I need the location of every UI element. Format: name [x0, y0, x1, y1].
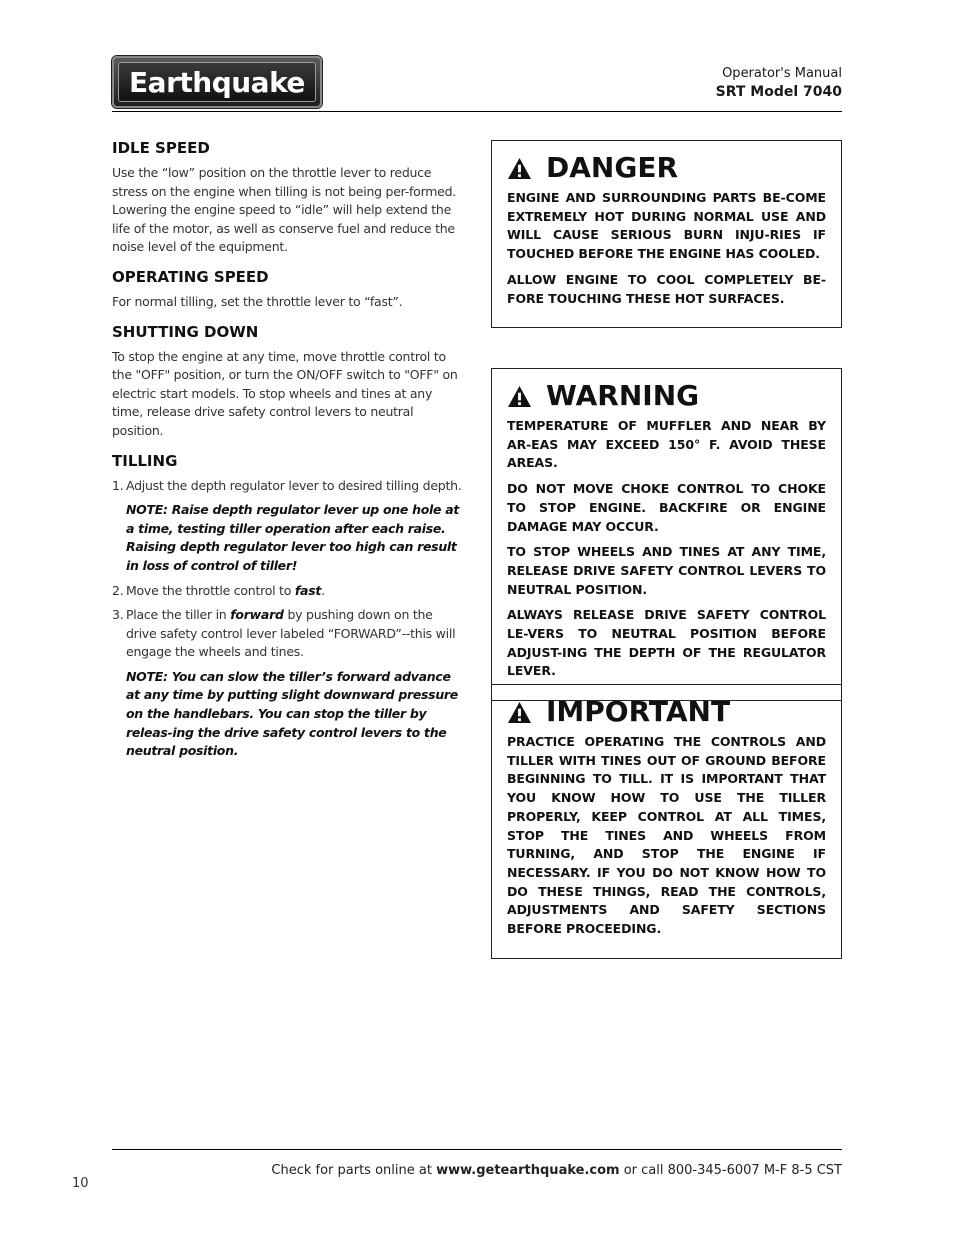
important-paragraph: PRACTICE OPERATING THE CONTROLS AND TILLER WITH TINES OUT OF GROUND BEFORE BEGINNING TO TILL. IT IS IMPORTANT THAT YOU KNOW HOW TO USE THE TILLER PROPERLY, KEEP CONTROL AT ALL TIMES, STOP THE TINES AND WHEELS FROM TURNING, AND STOP THE ENGINE IF NECESSARY. IF YOU DO NOT KNOW HOW TO DO THESE THINGS, READ THE CONTROLS, ADJUSTMENTS AND SAFETY SECTIONS BEFORE PROCEEDING. — [507, 734, 826, 937]
warning-triangle-icon — [507, 701, 532, 724]
website-link[interactable]: www.getearthquake.com — [436, 1163, 620, 1178]
header-rule — [112, 111, 842, 112]
footer-rule — [112, 1149, 842, 1150]
warning-triangle-icon — [507, 385, 532, 408]
important-box — [491, 684, 842, 959]
step-text-post: by pushing down on the drive safety control lever labeled “FORWARD”--this will engage the wheels and tines. — [126, 607, 456, 660]
idle-speed-text: Use the “low” position on the throttle lever to reduce stress on the engine when tilling is not being per-formed. Lowering the engine speed to “idle” will help extend the life of the motor, as well as conserve fuel and reduce the noise level of the equipment. — [112, 165, 457, 255]
warning-paragraph-3: TO STOP WHEELS AND TINES AT ANY TIME, RELEASE DRIVE SAFETY CONTROL LEVERS TO NEUTRAL POSITION. — [507, 544, 826, 597]
instructions-column — [112, 138, 464, 767]
warning-paragraph-4: ALWAYS RELEASE DRIVE SAFETY CONTROL LE-VERS TO NEUTRAL POSITION BEFORE ADJUST-ING THE DEPTH OF THE REGULATOR LEVER. — [507, 607, 826, 679]
model-label: SRT Model 7040 — [715, 84, 842, 100]
danger-title-text: DANGER — [546, 151, 679, 184]
danger-title — [507, 151, 826, 185]
tilling-step-3 — [112, 606, 464, 662]
depth-regulator-note: NOTE: Raise depth regulator lever up one hole at a time, testing tiller operation after each raise. Raising depth regulator lever too high can result in loss of control of tiller! — [126, 502, 460, 573]
step-number: 1. — [112, 477, 124, 493]
operating-speed-text: For normal tilling, set the throttle lever to “fast”. — [112, 293, 403, 309]
step-text-post: . — [321, 582, 325, 598]
warning-paragraph-1: TEMPERATURE OF MUFFLER AND NEAR BY AR-EAS MAY EXCEED 150° F. AVOID THESE AREAS. — [507, 418, 826, 471]
page-header — [716, 66, 842, 102]
warning-box — [491, 368, 842, 701]
idle-speed-heading: IDLE SPEED — [112, 139, 210, 157]
shutting-down-text: To stop the engine at any time, move throttle control to the "OFF" position, or turn the ON/OFF switch to "OFF" on electric start models. To stop wheels and tines at any time, release drive safety control levers to neutral position. — [112, 348, 458, 438]
logo-text: Earthquake — [129, 65, 305, 99]
step-keyword: forward — [230, 607, 284, 623]
shutting-down-heading: SHUTTING DOWN — [112, 322, 259, 341]
footer-text-post: or call 800-345-6007 M-F 8-5 CST — [619, 1163, 842, 1178]
danger-box — [491, 140, 842, 328]
earthquake-logo — [112, 56, 322, 108]
step-text — [126, 606, 464, 662]
warning-title-text: WARNING — [546, 379, 700, 412]
step-text — [126, 582, 464, 601]
danger-paragraph-2: ALLOW ENGINE TO COOL COMPLETELY BE-FORE TOUCHING THESE HOT SURFACES. — [507, 271, 826, 306]
important-title-text: IMPORTANT — [546, 695, 731, 728]
warning-triangle-icon — [507, 157, 532, 180]
page-number: 10 — [72, 1176, 89, 1191]
tilling-heading: TILLING — [112, 451, 178, 470]
step-text-pre: Place the tiller in — [126, 607, 231, 623]
tilling-step-1 — [112, 477, 464, 496]
logo-plate — [118, 62, 316, 102]
tilling-step-2 — [112, 582, 464, 601]
step-number: 2. — [112, 582, 124, 598]
manual-label: Operator's Manual — [722, 66, 842, 81]
step-text-pre: Move the throttle control to — [126, 582, 295, 598]
step-number: 3. — [112, 607, 124, 623]
important-title — [507, 695, 826, 729]
danger-paragraph-1: ENGINE AND SURROUNDING PARTS BE-COME EXTREMELY HOT DURING NORMAL USE AND WILL CAUSE SERIOUS BURN INJU-RIES IF TOUCHED BEFORE THE ENGINE HAS COOLED. — [507, 190, 826, 262]
warning-paragraph-2: DO NOT MOVE CHOKE CONTROL TO CHOKE TO STOP ENGINE. BACKFIRE OR ENGINE DAMAGE MAY OCCUR. — [507, 481, 826, 534]
step-text: Adjust the depth regulator lever to desired tilling depth. — [126, 477, 462, 493]
page-footer — [271, 1163, 842, 1178]
step-keyword: fast — [294, 582, 322, 598]
warning-title — [507, 379, 826, 413]
footer-text-pre: Check for parts online at — [271, 1163, 437, 1178]
operating-speed-heading: OPERATING SPEED — [112, 267, 269, 286]
forward-advance-note: NOTE: You can slow the tiller’s forward advance at any time by putting slight downward pressure on the handlebars. You can stop the tiller by releas-ing the drive safety control levers to the neutral position. — [126, 668, 458, 759]
